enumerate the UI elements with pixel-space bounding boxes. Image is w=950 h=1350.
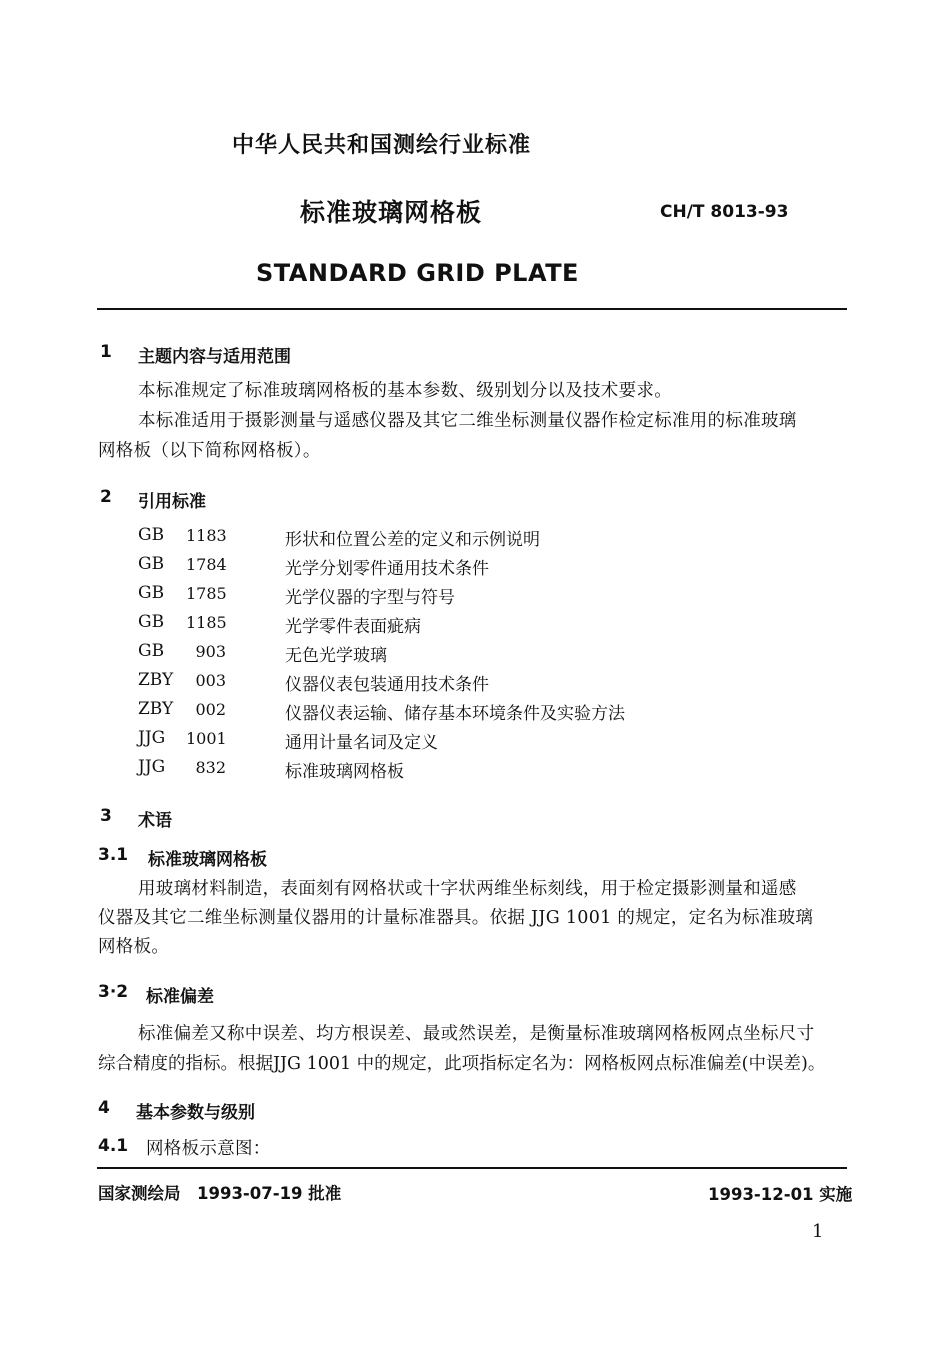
reference-number-cell <box>186 671 226 690</box>
section-3-2-number: 3·2 <box>98 982 129 1002</box>
footer-rule <box>97 1167 847 1169</box>
section-1-paragraph-1: 本标准规定了标准玻璃网格板的基本参数、级别划分以及技术要求。 <box>138 381 672 401</box>
reference-number: 1185 <box>186 613 227 632</box>
reference-number: 1183 <box>186 526 227 545</box>
reference-code: GB <box>138 525 165 545</box>
reference-number: 1785 <box>186 584 227 603</box>
reference-number: 832 <box>195 758 226 777</box>
section-3-2-line-2: 综合精度的指标。根据JJG 1001 中的规定，此项指标定名为：网格板网点标准偏差(中误差)。 <box>98 1054 826 1074</box>
reference-title: 光学仪器的字型与符号 <box>285 588 455 608</box>
reference-number-cell <box>186 555 226 574</box>
reference-number: 002 <box>195 700 226 719</box>
reference-title: 光学分划零件通用技术条件 <box>285 559 489 579</box>
reference-title: 形状和位置公差的定义和示例说明 <box>285 530 540 550</box>
implementation-date: 1993-12-01 实施 <box>708 1185 853 1204</box>
section-4-1-number: 4.1 <box>98 1136 129 1156</box>
reference-title: 仪器仪表运输、储存基本环境条件及实验方法 <box>285 704 625 724</box>
reference-title: 光学零件表面疵病 <box>285 617 421 637</box>
section-1-paragraph-2-line-1: 本标准适用于摄影测量与遥感仪器及其它二维坐标测量仪器作检定标准用的标准玻璃 <box>138 411 797 431</box>
section-1-title: 主题内容与适用范围 <box>138 347 291 367</box>
reference-title: 通用计量名词及定义 <box>285 733 438 753</box>
section-2-title: 引用标准 <box>138 492 206 512</box>
reference-number: 1001 <box>186 729 227 748</box>
reference-title: 标准玻璃网格板 <box>285 762 404 782</box>
reference-number-cell <box>186 700 226 719</box>
reference-code: ZBY <box>138 699 174 719</box>
reference-number: 003 <box>195 671 226 690</box>
reference-number-cell <box>186 526 226 545</box>
industry-standard-heading: 中华人民共和国测绘行业标准 <box>232 133 532 158</box>
section-3-title: 术语 <box>138 811 172 831</box>
document-title-cn: 标准玻璃网格板 <box>300 198 483 227</box>
reference-code: GB <box>138 583 165 603</box>
section-3-1-line-1: 用玻璃材料制造，表面刻有网格状或十字状两维坐标刻线，用于检定摄影测量和遥感 <box>138 879 797 899</box>
reference-code: GB <box>138 612 165 632</box>
approval-line: 国家测绘局 1993-07-19 批准 <box>98 1184 342 1203</box>
section-2-number: 2 <box>100 487 112 507</box>
section-4-number: 4 <box>98 1098 110 1118</box>
page-number: 1 <box>812 1221 824 1242</box>
reference-code: ZBY <box>138 670 174 690</box>
section-3-1-line-2: 仪器及其它二维坐标测量仪器用的计量标准器具。依据 JJG 1001 的规定，定名为标准玻璃 <box>98 908 814 928</box>
reference-number-cell <box>186 729 226 748</box>
reference-title: 仪器仪表包装通用技术条件 <box>285 675 489 695</box>
reference-code: JJG <box>138 728 166 748</box>
reference-code: GB <box>138 554 165 574</box>
reference-number-cell <box>186 642 226 661</box>
reference-number: 1784 <box>186 555 227 574</box>
section-3-2-line-1: 标准偏差又称中误差、均方根误差、最或然误差，是衡量标准玻璃网格板网点坐标尺寸 <box>138 1024 815 1044</box>
section-3-1-number: 3.1 <box>98 845 129 865</box>
reference-title: 无色光学玻璃 <box>285 646 387 666</box>
section-3-1-title: 标准玻璃网格板 <box>148 850 267 870</box>
document-title-en: STANDARD GRID PLATE <box>256 259 579 287</box>
section-3-1-line-3: 网格板。 <box>98 937 170 957</box>
section-3-2-title: 标准偏差 <box>146 987 214 1007</box>
section-3-number: 3 <box>100 806 112 826</box>
header-rule <box>97 308 847 310</box>
standard-code: CH/T 8013-93 <box>660 202 789 222</box>
section-1-paragraph-2-line-2: 网格板（以下简称网格板）。 <box>98 441 321 461</box>
reference-number-cell <box>186 758 226 777</box>
section-1-number: 1 <box>100 342 112 362</box>
reference-number-cell <box>186 613 226 632</box>
section-4-1-text: 网格板示意图： <box>146 1139 271 1159</box>
reference-code: JJG <box>138 757 166 777</box>
reference-number: 903 <box>195 642 226 661</box>
reference-code: GB <box>138 641 165 661</box>
reference-number-cell <box>186 584 226 603</box>
section-4-title: 基本参数与级别 <box>136 1103 255 1123</box>
